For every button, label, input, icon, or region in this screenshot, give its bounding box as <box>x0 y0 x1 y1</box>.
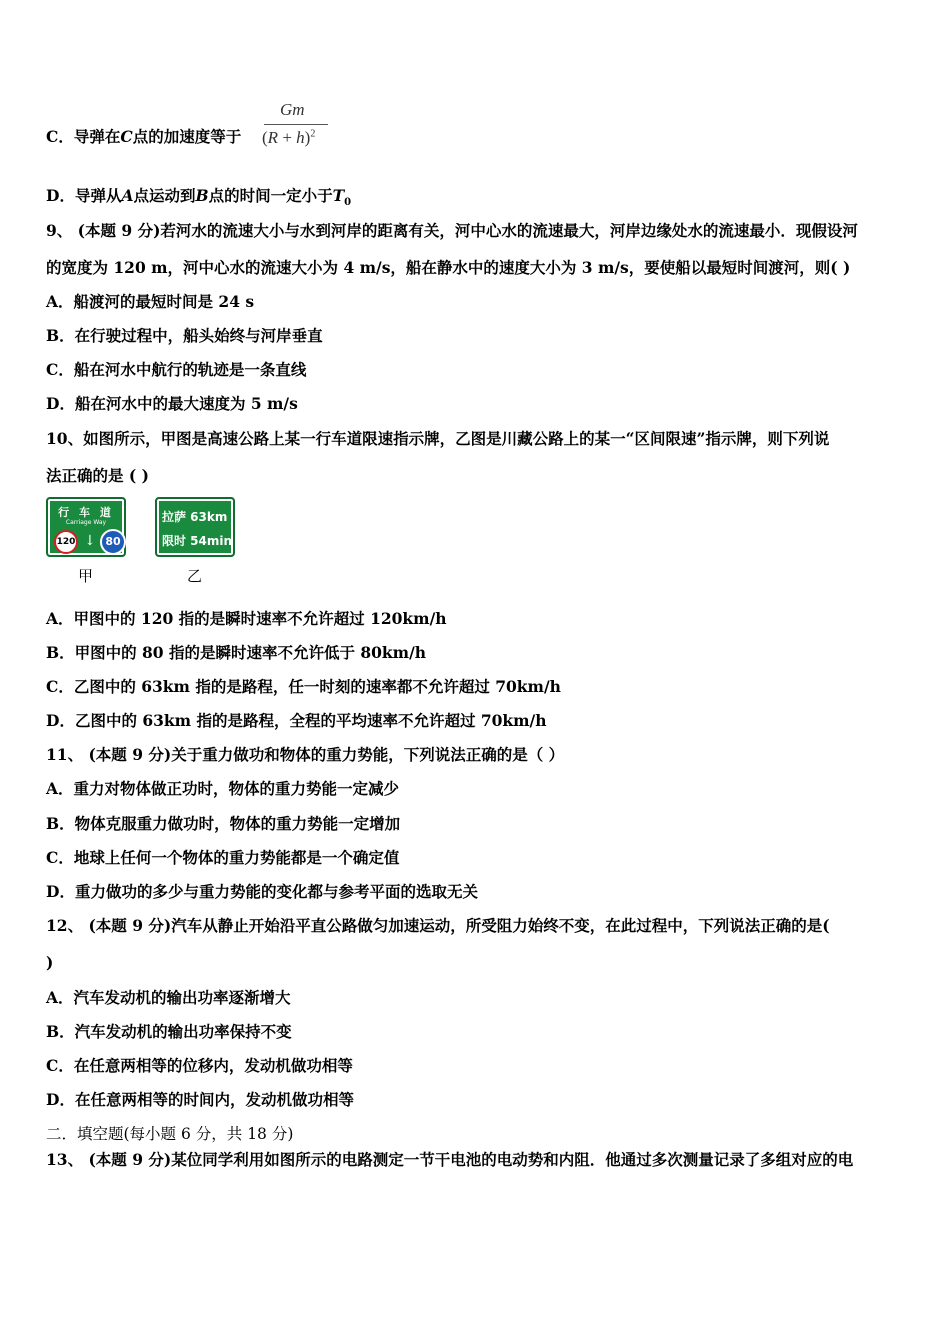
q9-stem-line2: 的宽度为 120 m，河中心水的流速大小为 4 m/s，船在静水中的速度大小为 3 m/s，要使船以最短时间渡河，则( ) <box>46 258 851 277</box>
min-speed-badge: 80 <box>100 529 126 555</box>
q12-option-b: B．汽车发动机的输出功率保持不变 <box>46 1022 292 1041</box>
q9-option-c: C．船在河水中航行的轨迹是一条直线 <box>46 360 307 379</box>
section-heading: 二．填空题(每小题 6 分，共 18 分) <box>46 1125 294 1143</box>
q9-stem-line1: 9、 (本题 9 分)若河水的流速大小与水到河岸的距离有关，河中心水的流速最大，河岸边缘处水的流速最小．现假设河 <box>46 221 858 240</box>
sign-subtitle: Carriage Way <box>65 519 107 526</box>
q8-option-c: C．导弹在C点的加速度等于 <box>46 127 242 146</box>
q12-stem-line1: 12、 (本题 9 分)汽车从静止开始沿平直公路做匀加速运动，所受阻力始终不变，在此过程中，下列说法正确的是( <box>46 916 830 935</box>
q10-option-d: D．乙图中的 63km 指的是路程，全程的平均速率不允许超过 70km/h <box>46 711 547 730</box>
q12-option-d: D．在任意两相等的时间内，发动机做功相等 <box>46 1090 354 1109</box>
q10-option-b: B．甲图中的 80 指的是瞬时速率不允许低于 80km/h <box>46 643 427 662</box>
q11-option-b: B．物体克服重力做功时，物体的重力势能一定增加 <box>46 814 401 833</box>
q12-option-c: C．在任意两相等的位移内，发动机做功相等 <box>46 1056 353 1075</box>
q8-option-d: D．导弹从A点运动到B点的时间一定小于$T_0$ <box>46 186 352 209</box>
q12-option-a: A．汽车发动机的输出功率逐渐增大 <box>46 988 291 1007</box>
interval-limit-sign-yi <box>155 497 235 557</box>
sign-time-limit: 限时 54min <box>162 534 233 548</box>
q11-option-a: A．重力对物体做正功时，物体的重力势能一定减少 <box>46 779 400 798</box>
q9-option-a: A．船渡河的最短时间是 24 s <box>46 292 255 311</box>
q10-stem-line1: 10、如图所示，甲图是高速公路上某一行车道限速指示牌，乙图是川藏公路上的某一“区间限速”指示牌，则下列说 <box>46 429 830 448</box>
q9-option-b: B．在行驶过程中，船头始终与河岸垂直 <box>46 326 323 345</box>
acceleration-formula <box>262 100 332 152</box>
formula-denominator: $(R + h)^2$ <box>262 128 316 147</box>
q11-option-c: C．地球上任何一个物体的重力势能都是一个确定值 <box>46 848 400 867</box>
q10-option-a: A．甲图中的 120 指的是瞬时速率不允许超过 120km/h <box>46 609 447 628</box>
q10-option-c: C．乙图中的 63km 指的是路程，任一时刻的速率都不允许超过 70km/h <box>46 677 561 696</box>
fraction-bar <box>264 124 328 125</box>
caption-yi: 乙 <box>187 567 203 585</box>
max-speed-circle: 120 <box>54 530 78 554</box>
sign-title: 行 车 道 <box>58 506 114 519</box>
formula-numerator: Gm <box>280 100 305 119</box>
q10-stem-line2: 法正确的是 ( ) <box>46 466 149 485</box>
down-arrow-icon: ↓ <box>84 533 96 549</box>
q11-stem: 11、 (本题 9 分)关于重力做功和物体的重力势能，下列说法正确的是（ ） <box>46 745 565 764</box>
q13-stem-line1: 13、 (本题 9 分)某位同学利用如图所示的电路测定一节干电池的电动势和内阻．他通过多次测量记录了多组对应的电 <box>46 1150 854 1169</box>
q11-option-d: D．重力做功的多少与重力势能的变化都与参考平面的选取无关 <box>46 882 478 901</box>
q12-stem-line2: ) <box>46 953 54 972</box>
q9-option-d: D．船在河水中的最大速度为 5 m/s <box>46 394 298 413</box>
caption-jia: 甲 <box>78 567 94 585</box>
speed-limit-sign-jia <box>46 497 126 557</box>
sign-distance: 拉萨 63km <box>162 510 228 524</box>
